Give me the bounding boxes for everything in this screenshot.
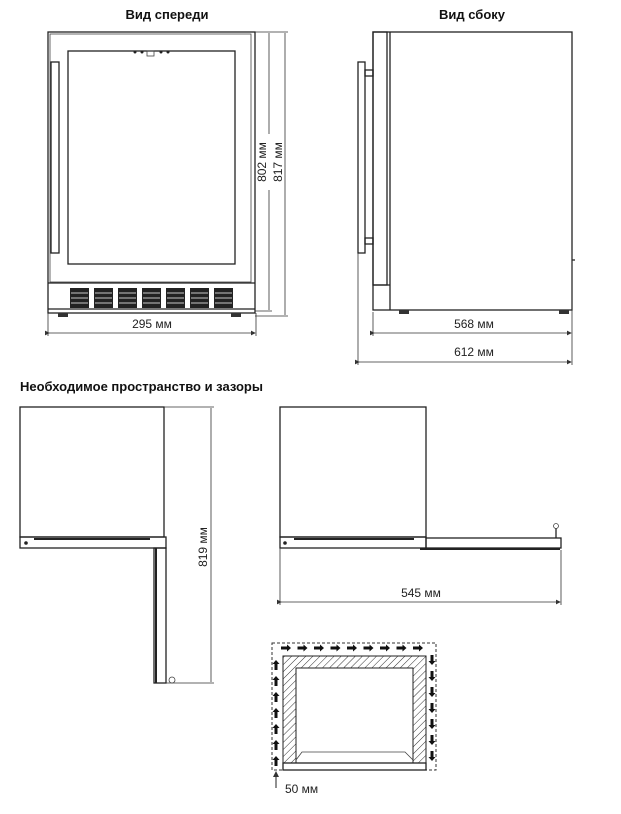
plan-door-open-90	[20, 407, 214, 683]
side-handle	[358, 62, 365, 253]
arrow-icon	[298, 645, 308, 652]
side-view	[358, 32, 575, 314]
arrow-icon	[429, 751, 436, 761]
side-depth-label: 568 мм	[454, 317, 494, 331]
front-view	[48, 32, 255, 317]
front-height-inner-label: 802 мм	[255, 142, 269, 182]
glass-panel	[68, 51, 235, 264]
side-depth-handle-label: 612 мм	[454, 345, 494, 359]
arrow-icon	[413, 645, 423, 652]
arrow-icon	[281, 645, 291, 652]
arrow-icon	[273, 660, 280, 670]
foot	[231, 313, 241, 317]
arrow-icon	[429, 655, 436, 665]
gap-label: 50 мм	[285, 782, 319, 796]
arrow-icon	[273, 740, 280, 750]
arrow-icon	[273, 676, 280, 686]
side-view-title: Вид сбоку	[438, 7, 506, 22]
ventilation-grille	[70, 288, 233, 308]
arrow-icon	[429, 687, 436, 697]
arrow-icon	[429, 735, 436, 745]
arrow-icon	[314, 645, 324, 652]
door-open-depth-label: 545 мм	[401, 586, 441, 600]
plan-door-open-180	[280, 407, 561, 605]
foot	[58, 313, 68, 317]
airflow-diagram	[272, 643, 436, 796]
arrow-icon	[273, 724, 280, 734]
arrow-icon	[429, 719, 436, 729]
front-view-title: Вид спереди	[125, 7, 209, 22]
arrow-icon	[429, 671, 436, 681]
arrow-icon	[273, 756, 280, 766]
clearance-title: Необходимое пространство и зазоры	[20, 379, 263, 394]
arrow-icon	[331, 645, 341, 652]
arrow-icon	[347, 645, 357, 652]
arrow-icon	[429, 703, 436, 713]
arrow-icon	[273, 708, 280, 718]
arrow-icon	[380, 645, 390, 652]
door-open-height-label: 819 мм	[196, 527, 210, 567]
front-width-label: 295 мм	[132, 317, 172, 331]
arrow-icon	[364, 645, 374, 652]
door-handle	[51, 62, 59, 253]
arrow-icon	[397, 645, 407, 652]
front-height-outer-label: 817 мм	[271, 142, 285, 182]
arrow-icon	[273, 692, 280, 702]
